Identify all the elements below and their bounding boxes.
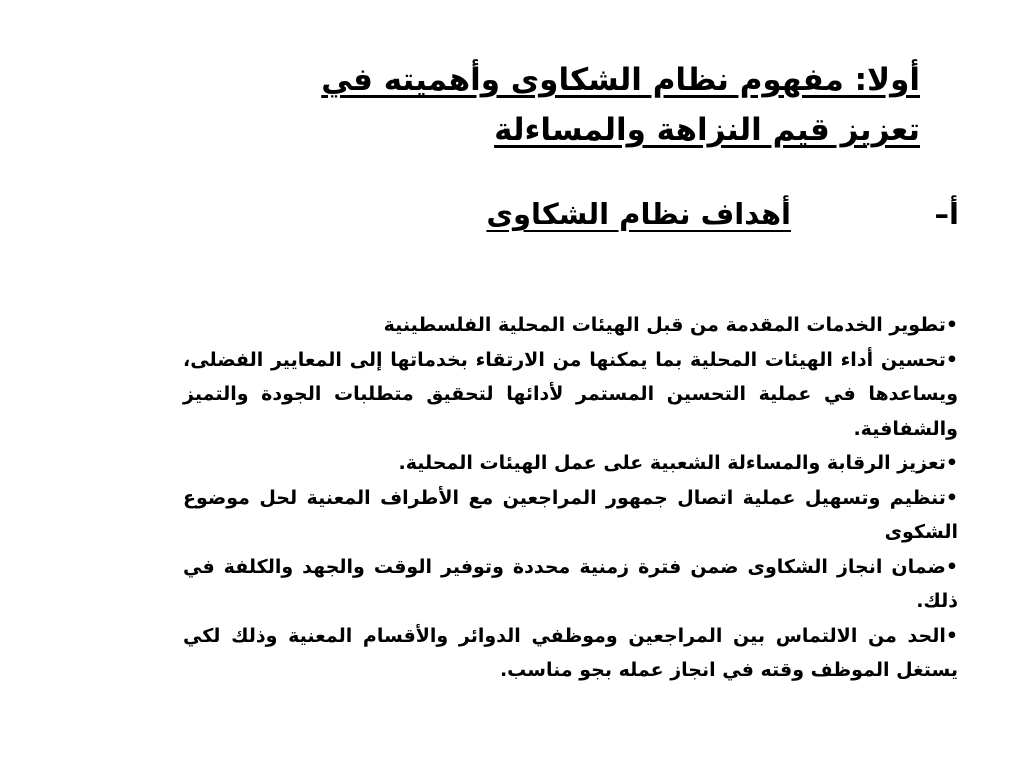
section-heading-text: أهداف نظام الشكاوى (486, 197, 791, 231)
objectives-list (183, 308, 958, 688)
objective-item-5: •ضمان انجاز الشكاوى ضمن فترة زمنية محددة وتوفير الوقت والجهد والكلفة في ذلك. (183, 555, 958, 612)
slide-title-line-1: أولا: مفهوم نظام الشكاوى وأهميته في (321, 62, 920, 98)
section-marker: أ– (934, 197, 959, 231)
slide-title (220, 55, 920, 155)
slide-title-line-2: تعزيز قيم النزاهة والمساءلة (494, 112, 920, 148)
section-heading (399, 197, 959, 247)
objective-item-4: •تنظيم وتسهيل عملية اتصال جمهور المراجعين مع الأطراف المعنية لحل موضوع الشكوى (183, 486, 958, 543)
objective-item-3: •تعزيز الرقابة والمساءلة الشعبية على عمل الهيئات المحلية. (398, 452, 958, 474)
objective-item-6: •الحد من الالتماس بين المراجعين وموظفي الدوائر والأقسام المعنية وذلك لكي يستغل الموظف وقته في انجاز عمله بجو مناسب. (183, 624, 958, 681)
objective-item-1: •تطوير الخدمات المقدمة من قبل الهيئات المحلية الفلسطينية (383, 314, 958, 336)
objective-item-2: •تحسين أداء الهيئات المحلية بما يمكنها من الارتقاء بخدماتها إلى المعايير الفضلى، ويساعدها في عملية التحسين المستمر لأدائها لتحقيق متطلبات الجودة والتميز والشفافية. (183, 348, 958, 440)
